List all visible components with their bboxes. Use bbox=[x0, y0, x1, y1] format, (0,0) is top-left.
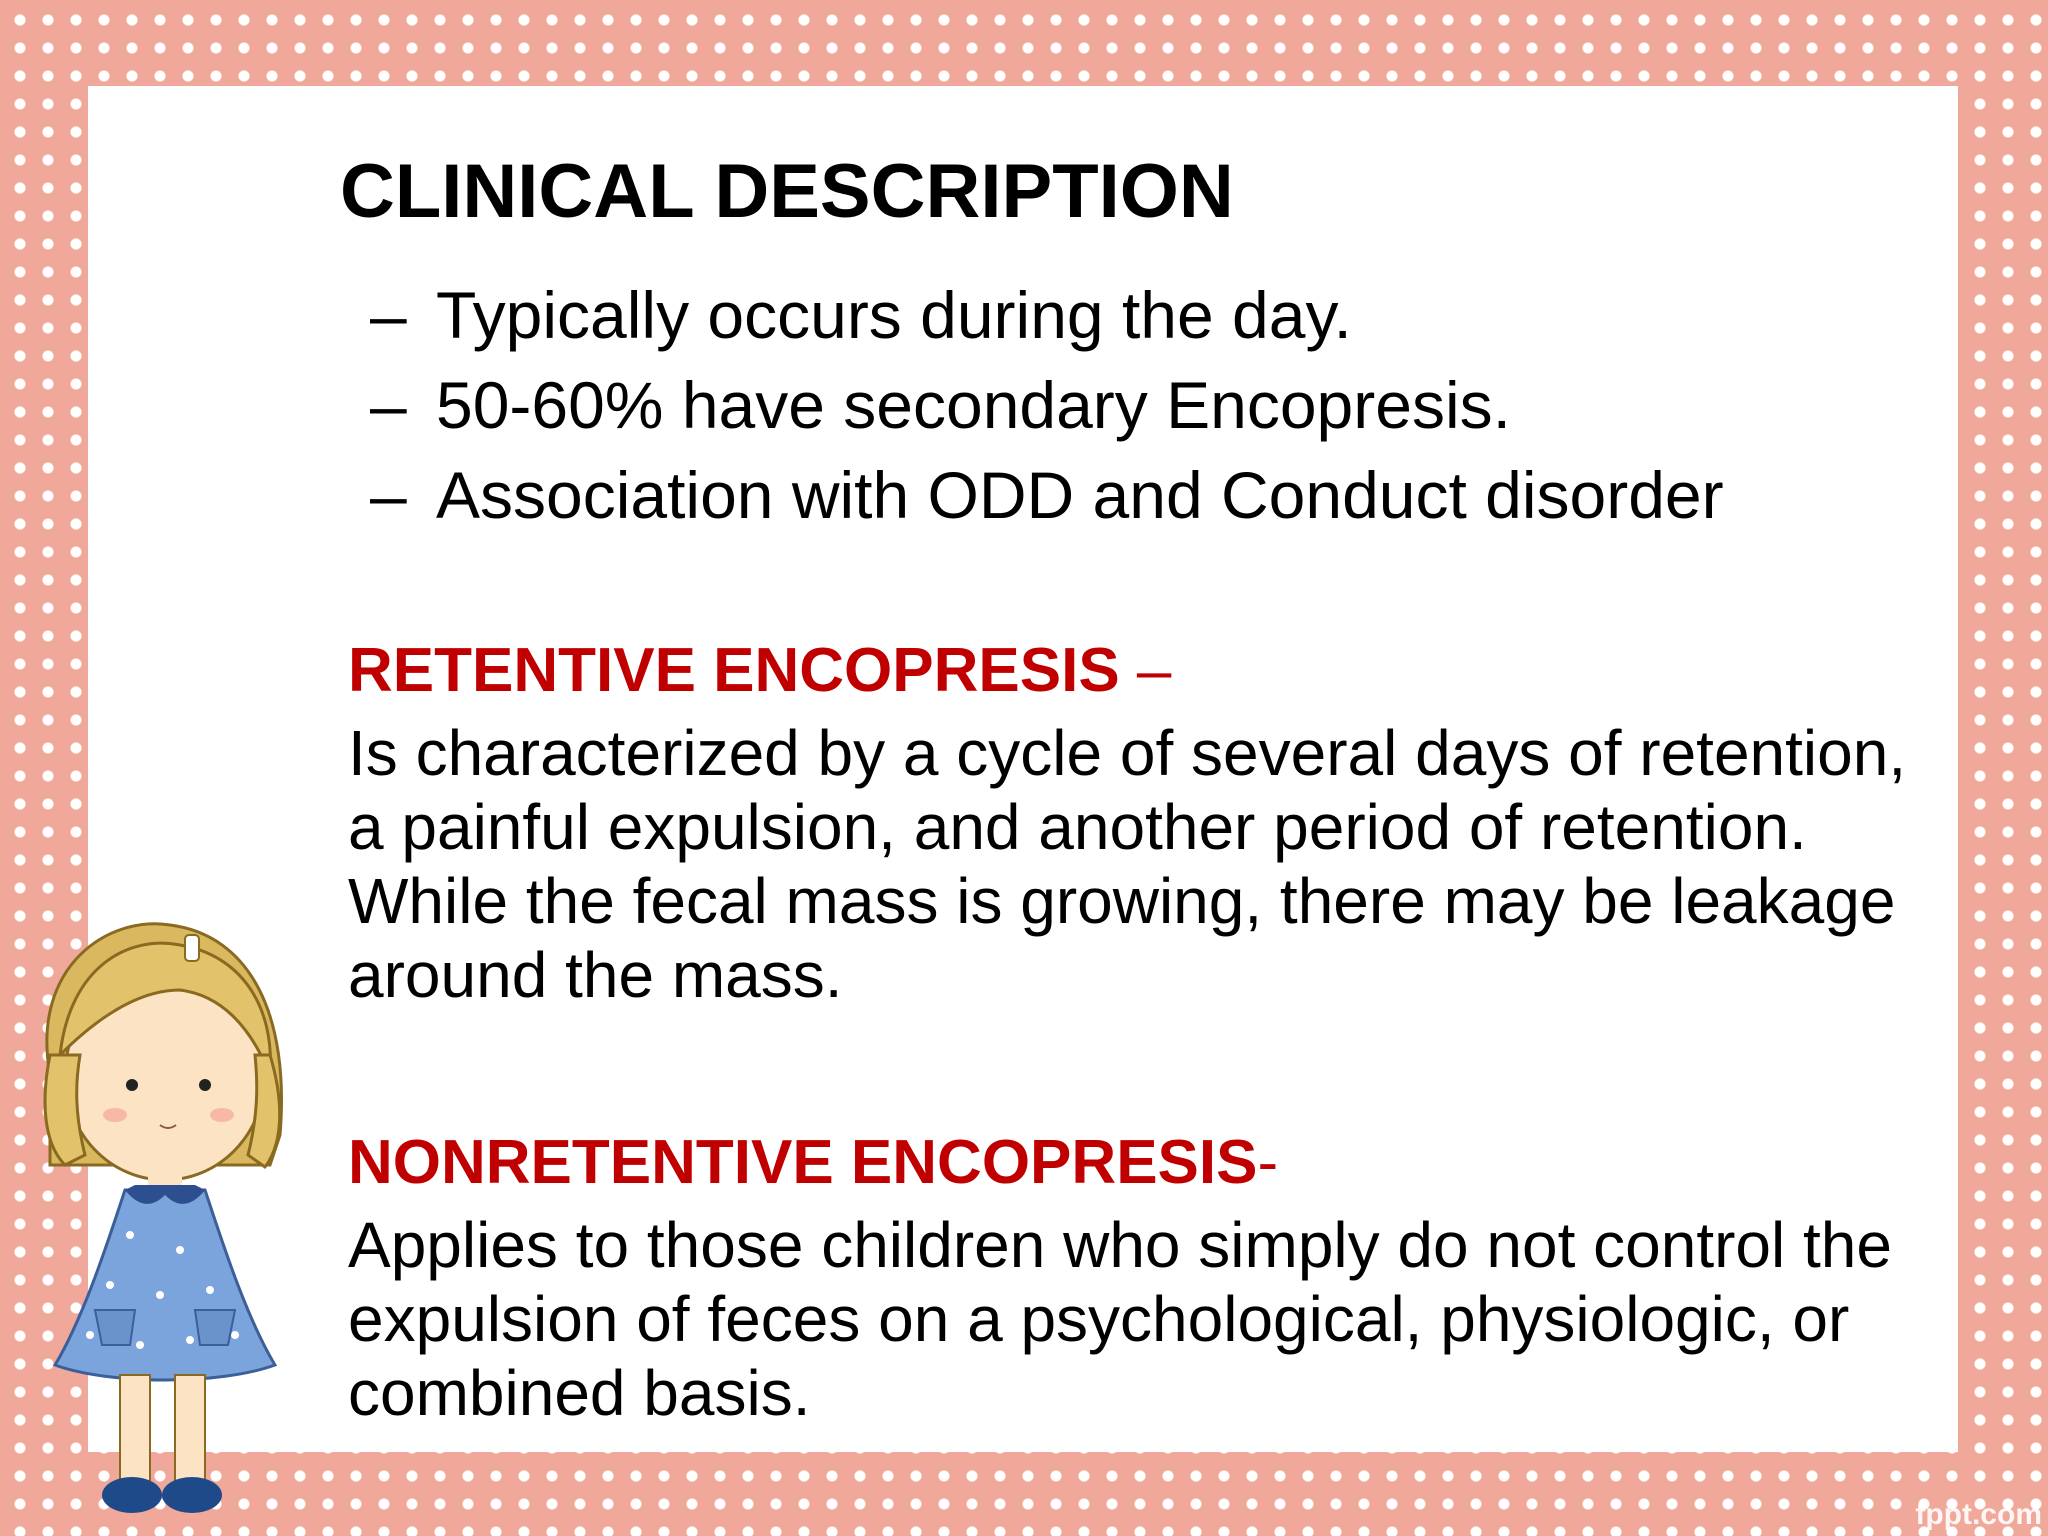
retentive-section bbox=[348, 634, 1928, 1012]
retentive-heading-text: RETENTIVE ENCOPRESIS bbox=[348, 636, 1120, 705]
nonretentive-section bbox=[348, 1126, 1928, 1430]
girl-shoe-left bbox=[102, 1477, 162, 1513]
fppt-watermark: fppt.com bbox=[1915, 1498, 2042, 1531]
bullet-marker: – bbox=[370, 458, 407, 532]
bullet-text: 50-60% have secondary Encopresis. bbox=[436, 368, 1511, 442]
retentive-description: Is characterized by a cycle of several days of retention, a painful expulsion, and another period of retention. While the fecal mass is growing, there may be leakage around the mass. bbox=[348, 717, 1907, 1011]
nonretentive-heading-text: NONRETENTIVE ENCOPRESIS bbox=[348, 1128, 1258, 1197]
nonretentive-heading-separator: - bbox=[1257, 1128, 1279, 1197]
bullet-marker: – bbox=[370, 278, 407, 352]
girl-pocket-right bbox=[195, 1310, 235, 1345]
retentive-heading-separator: – bbox=[1119, 636, 1172, 705]
retentive-heading bbox=[348, 634, 1928, 708]
bullet-text: Typically occurs during the day. bbox=[436, 278, 1352, 352]
slide-title: CLINICAL DESCRIPTION bbox=[340, 149, 1234, 234]
girl-eye-left bbox=[126, 1079, 138, 1091]
girl-cheek-right bbox=[210, 1108, 234, 1122]
bullet-list bbox=[370, 270, 1724, 540]
girl-shoe-right bbox=[162, 1477, 222, 1513]
girl-dress bbox=[55, 1190, 275, 1380]
bullet-item bbox=[370, 270, 1724, 360]
girl-illustration bbox=[20, 905, 290, 1535]
bullet-item bbox=[370, 360, 1724, 450]
girl-hair-clip bbox=[185, 935, 199, 961]
girl-leg-right bbox=[175, 1375, 205, 1485]
bullet-item bbox=[370, 450, 1724, 540]
bullet-marker: – bbox=[370, 368, 407, 442]
girl-leg-left bbox=[120, 1375, 150, 1485]
nonretentive-heading bbox=[348, 1126, 1928, 1200]
bullet-text: Association with ODD and Conduct disorder bbox=[436, 458, 1724, 532]
girl-eye-right bbox=[199, 1079, 211, 1091]
girl-cheek-left bbox=[103, 1108, 127, 1122]
girl-pocket-left bbox=[95, 1310, 135, 1345]
nonretentive-description: Applies to those children who simply do not control the expulsion of feces on a psychological, physiologic, or combined basis. bbox=[348, 1209, 1892, 1429]
